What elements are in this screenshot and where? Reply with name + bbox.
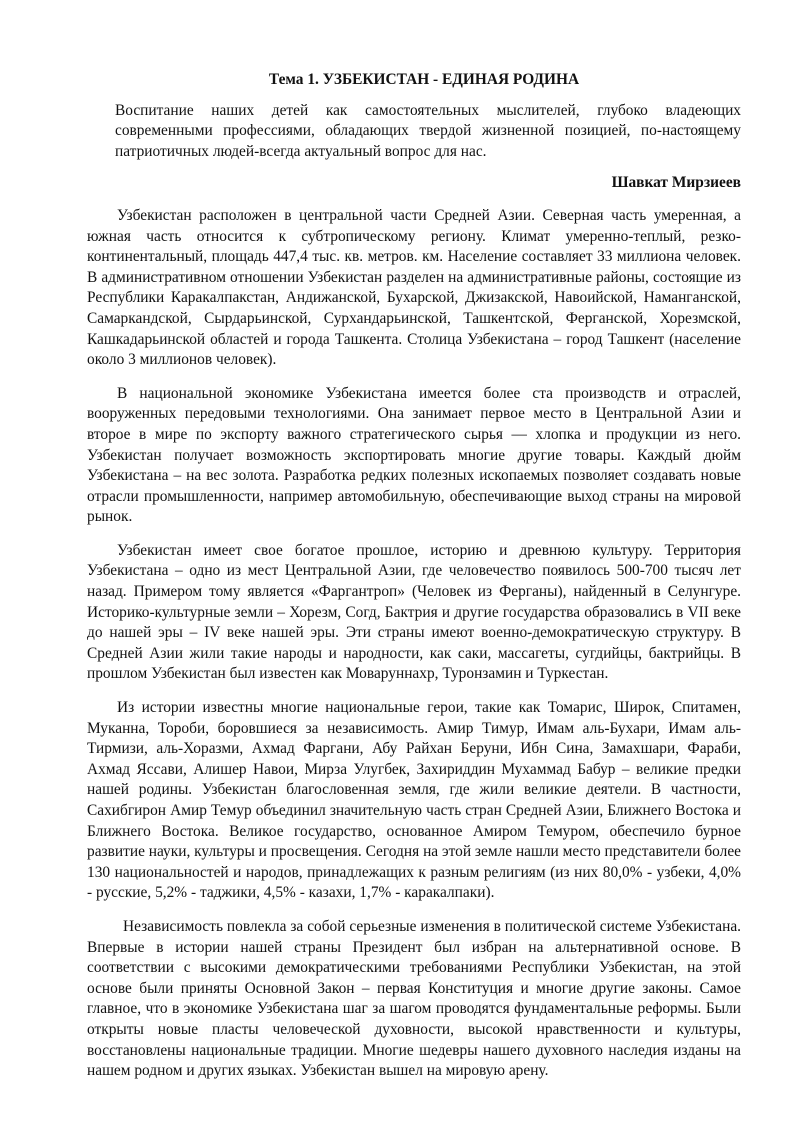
paragraph-geography: Узбекистан расположен в центральной части Средней Азии. Северная часть умеренная, а южная часть относится к субтропическому региону. Климат умеренно-теплый, резко-континентальный, площадь 447,4 тыс. кв. метров. км. Население составляет 33 миллиона человек. В административном отношении Узбекистан разделен на административные районы, состоящие из Республики Каракалпакстан, Андижанской, Бухарской, Джизакской, Навоийской, Наманганской, Самаркандской, Сырдарьинской, Сурхандарьинской, Ташкентской, Ферганской, Хорезмской, Кашкадарьинской областей и города Ташкента. Столица Узбекистана – город Ташкент (население около 3 миллионов человек). <box>87 206 741 369</box>
paragraph-economy: В национальной экономике Узбекистана имеется более ста производств и отраслей, вооруженных передовыми технологиями. Она занимает первое место в Центральной Азии и второе в мире по экспорту важного стратегического сырья — хлопка и продукции из него. Узбекистан получает возможность экспортировать многие другие товары. Каждый дюйм Узбекистана – на вес золота. Разработка редких полезных ископаемых позволяет создавать новые отрасли промышленности, например автомобильную, обеспечивающие выход страны на мировой рынок. <box>87 384 741 526</box>
paragraph-independence: Независимость повлекла за собой серьезные изменения в политической системе Узбекистана. Впервые в истории нашей страны Президент был избран на альтернативной основе. В соответствии с высокими демократическими требованиями Республики Узбекистан, на этой основе были приняты Основной Закон – первая Конституция и многие другие законы. Самое главное, что в экономике Узбекистана шаг за шагом проводятся фундаментальные реформы. Были открыты новые пласты человеческой духовности, высокой нравственности и культуры, восстановлены национальные традиции. Многие шедевры нашего духовного наследия изданы на нашем родном и других языках. Узбекистан вышел на мировую арену. <box>87 917 741 1080</box>
paragraph-heroes: Из истории известны многие национальные герои, такие как Томарис, Широк, Спитамен, Муканна, Тороби, боровшиеся за независимость. Амир Тимур, Имам аль-Бухари, Имам аль-Тирмизи, аль-Хоразми, Ахмад Фаргани, Абу Райхан Беруни, Ибн Сина, Замахшари, Фараби, Ахмад Яссави, Алишер Навои, Мирза Улугбек, Захириддин Мухаммад Бабур – великие предки нашей родины. Узбекистан благословенная земля, где жили великие деятели. В частности, Сахибгирон Амир Темур объединил значительную часть стран Средней Азии, Ближнего Востока и Ближнего Востока. Великое государство, основанное Амиром Темуром, обеспечило бурное развитие науки, культуры и просвещения. Сегодня на этой земле нашли место представители более 130 национальностей и народов, принадлежащих к разным религиям (из них 80,0% - узбеки, 4,0% - русские, 5,2% - таджики, 4,5% - казахи, 1,7% - каракалпаки). <box>87 699 741 902</box>
epigraph-quote: Воспитание наших детей как самостоятельных мыслителей, глубоко владеющих современными профессиями, обладающих твердой жизненной позицией, по-настоящему патриотичных людей-всегда актуальный вопрос для нас. <box>115 101 741 160</box>
page-title: Тема 1. УЗБЕКИСТАН - ЕДИНАЯ РОДИНА <box>268 71 580 88</box>
document-page <box>87 70 741 1082</box>
paragraph-history: Узбекистан имеет свое богатое прошлое, историю и древнюю культуру. Территория Узбекистана – одно из мест Центральной Азии, где человечество появилось 500-700 тысяч лет назад. Примером тому является «Фаргантроп» (Человек из Ферганы), найденный в Селунгуре. Историко-культурные земли – Хорезм, Согд, Бактрия и другие государства образовались в VII веке до нашей эры – IV веке нашей эры. Эти страны имеют военно-демократическую структуру. В Средней Азии жили такие народы и народности, как саки, массагеты, сугдийцы, бактрийцы. В прошлом Узбекистан был известен как Моваруннахр, Туронзамин и Туркестан. <box>87 541 741 683</box>
epigraph-author: Шавкат Мирзиеев <box>611 174 741 192</box>
